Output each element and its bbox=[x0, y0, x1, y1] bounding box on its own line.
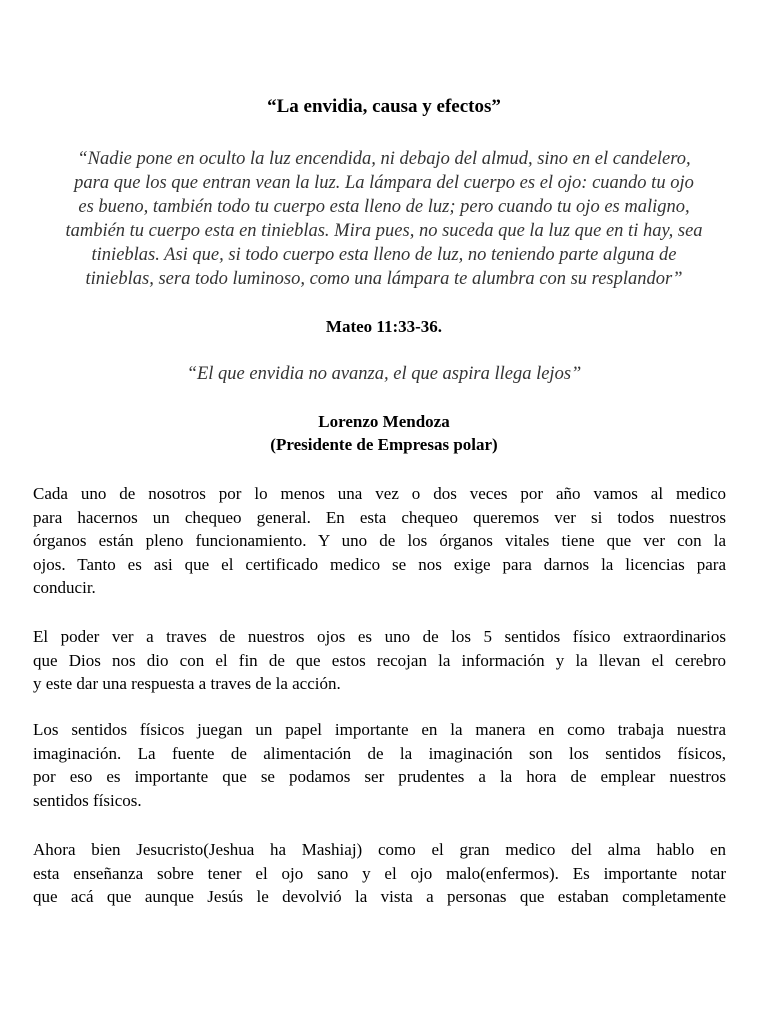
bible-reference: Mateo 11:33-36. bbox=[325, 317, 443, 336]
paragraph-line: y este dar una respuesta a traves de la acción. bbox=[33, 674, 341, 693]
epigraph-line: tinieblas, sera todo luminoso, como una lámpara te alumbra con su resplandor” bbox=[85, 269, 683, 289]
body-paragraph-2 bbox=[33, 625, 726, 696]
paragraph-line: que acá que aunque Jesús le devolvió la vista a personas que estaban completamente bbox=[33, 887, 726, 906]
paragraph-line: por eso es importante que se podamos ser prudentes a la hora de emplear nuestros bbox=[33, 767, 726, 786]
paragraph-line: El poder ver a traves de nuestros ojos es uno de los 5 sentidos físico extraordinarios bbox=[33, 627, 726, 646]
document-title: “La envidia, causa y efectos” bbox=[267, 96, 501, 117]
paragraph-line: esta enseñanza sobre tener el ojo sano y el ojo malo(enfermos). Es importante notar bbox=[33, 863, 726, 883]
paragraph-line: Ahora bien Jesucristo(Jeshua ha Mashiaj) como el gran medico del alma hablo en bbox=[33, 840, 726, 859]
paragraph-line: conducir. bbox=[33, 578, 96, 597]
epigraph-line: “Nadie pone en oculto la luz encendida, ni debajo del almud, sino en el candelero, bbox=[77, 149, 691, 169]
epigraph-line: es bueno, también todo tu cuerpo esta lleno de luz; pero cuando tu ojo es maligno, bbox=[78, 197, 690, 217]
paragraph-line: para hacernos un chequeo general. En esta chequeo queremos ver si todos nuestros bbox=[33, 507, 726, 527]
paragraph-line: órganos están pleno funcionamiento. Y uno de los órganos vitales tiene que ver con la bbox=[33, 531, 726, 550]
paragraph-line: imaginación. La fuente de alimentación de la imaginación son los sentidos físicos, bbox=[33, 743, 726, 763]
secondary-quote: “El que envidia no avanza, el que aspira llega lejos” bbox=[186, 364, 582, 384]
epigraph-line: también tu cuerpo esta en tinieblas. Mira pues, no suceda que la luz que en ti hay, sea bbox=[65, 221, 703, 241]
author-name: Lorenzo Mendoza bbox=[318, 412, 450, 431]
body-paragraph-4 bbox=[33, 838, 726, 909]
author-role: (Presidente de Empresas polar) bbox=[270, 435, 498, 454]
epigraph-quote bbox=[36, 147, 732, 291]
epigraph-line: tinieblas. Asi que, si todo cuerpo esta lleno de luz, no teniendo parte alguna de bbox=[91, 245, 677, 265]
quote-author bbox=[0, 410, 768, 456]
paragraph-line: ojos. Tanto es asi que el certificado medico se nos exige para darnos la licencias para bbox=[33, 554, 726, 574]
paragraph-line: sentidos físicos. bbox=[33, 790, 142, 810]
paragraph-line: Los sentidos físicos juegan un papel importante en la manera en como trabaja nuestra bbox=[33, 720, 726, 739]
paragraph-line: Cada uno de nosotros por lo menos una vez o dos veces por año vamos al medico bbox=[33, 484, 726, 503]
body-paragraph-3 bbox=[33, 718, 726, 812]
body-paragraph-1 bbox=[33, 482, 726, 600]
paragraph-line: que Dios nos dio con el fin de que estos recojan la información y la llevan el cerebro bbox=[33, 650, 726, 670]
epigraph-line: para que los que entran vean la luz. La lámpara del cuerpo es el ojo: cuando tu ojo bbox=[74, 173, 694, 193]
